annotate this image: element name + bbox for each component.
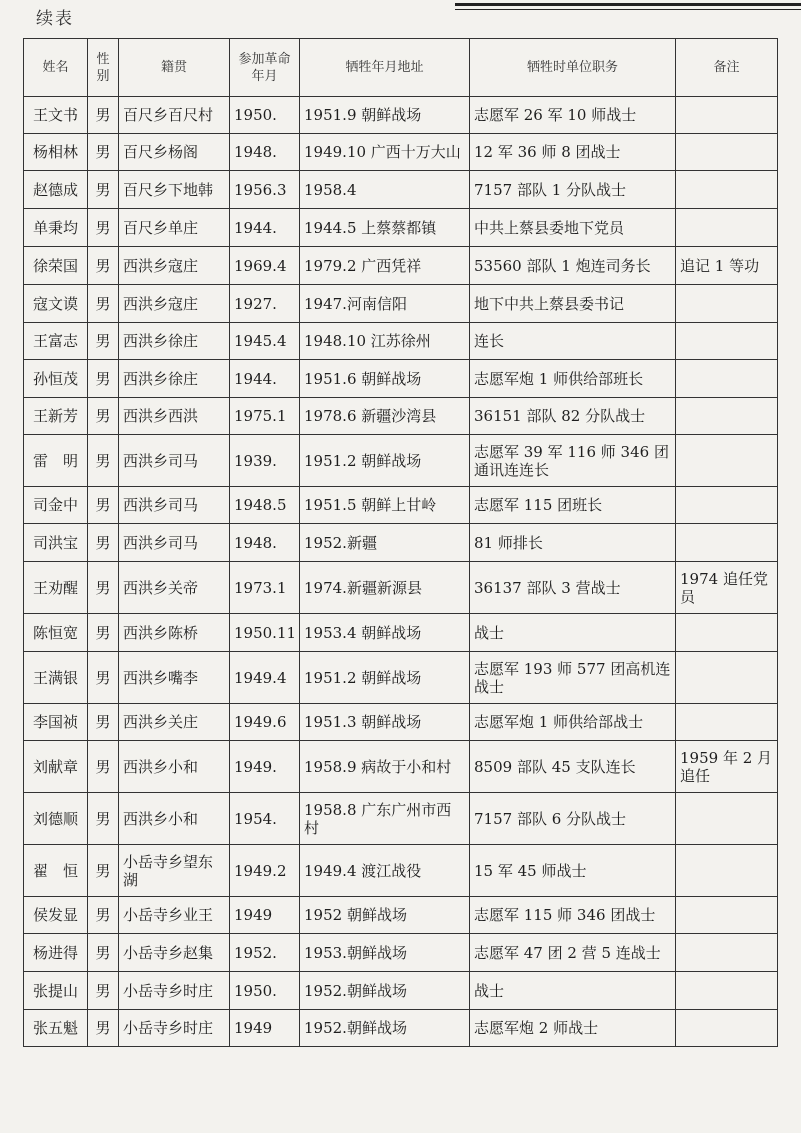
- martyr-roster-table: [23, 38, 778, 1047]
- cell-name: 寇文谟: [24, 285, 88, 323]
- cell-name: 司洪宝: [24, 524, 88, 562]
- cell-sacrifice: 1949.10 广西十万大山: [300, 134, 470, 171]
- cell-joined: 1949.4: [230, 652, 300, 704]
- cell-origin: 小岳寺乡业王: [119, 897, 230, 934]
- cell-gender: 男: [88, 209, 119, 247]
- cell-joined: 1950.: [230, 972, 300, 1010]
- cell-name: 雷 明: [24, 435, 88, 487]
- cell-note: [676, 524, 778, 562]
- cell-origin: 西洪乡嘴李: [119, 652, 230, 704]
- cell-unit: 12 军 36 师 8 团战士: [470, 134, 676, 171]
- cell-origin: 百尺乡百尺村: [119, 97, 230, 134]
- cell-name: 翟 恒: [24, 845, 88, 897]
- header-origin: 籍贯: [119, 39, 230, 97]
- cell-sacrifice: 1978.6 新疆沙湾县: [300, 398, 470, 435]
- cell-origin: 西洪乡关帝: [119, 562, 230, 614]
- table-row: [24, 562, 778, 614]
- cell-sacrifice: 1951.9 朝鲜战场: [300, 97, 470, 134]
- cell-joined: 1948.5: [230, 487, 300, 524]
- cell-gender: 男: [88, 793, 119, 845]
- cell-origin: 百尺乡单庄: [119, 209, 230, 247]
- table-row: [24, 524, 778, 562]
- cell-note: [676, 704, 778, 741]
- cell-unit: 7157 部队 6 分队战士: [470, 793, 676, 845]
- cell-joined: 1944.: [230, 360, 300, 398]
- header-joined: 参加革命年月: [230, 39, 300, 97]
- table-row: [24, 652, 778, 704]
- cell-origin: 西洪乡徐庄: [119, 323, 230, 360]
- table-row: [24, 435, 778, 487]
- cell-note: [676, 793, 778, 845]
- cell-unit: 36137 部队 3 营战士: [470, 562, 676, 614]
- cell-name: 刘德顺: [24, 793, 88, 845]
- cell-name: 侯发显: [24, 897, 88, 934]
- cell-gender: 男: [88, 524, 119, 562]
- cell-sacrifice: 1951.2 朝鲜战场: [300, 435, 470, 487]
- cell-origin: 西洪乡小和: [119, 793, 230, 845]
- cell-origin: 小岳寺乡时庄: [119, 972, 230, 1010]
- table-row: [24, 897, 778, 934]
- cell-unit: 中共上蔡县委地下党员: [470, 209, 676, 247]
- table-row: [24, 285, 778, 323]
- cell-note: [676, 487, 778, 524]
- cell-sacrifice: 1952.朝鲜战场: [300, 972, 470, 1010]
- cell-origin: 百尺乡杨阁: [119, 134, 230, 171]
- cell-sacrifice: 1953.朝鲜战场: [300, 934, 470, 972]
- cell-unit: 战士: [470, 614, 676, 652]
- cell-name: 李国祯: [24, 704, 88, 741]
- header-note: 备注: [676, 39, 778, 97]
- table-row: [24, 614, 778, 652]
- cell-unit: 15 军 45 师战士: [470, 845, 676, 897]
- table-row: [24, 134, 778, 171]
- cell-sacrifice: 1944.5 上蔡蔡都镇: [300, 209, 470, 247]
- cell-origin: 百尺乡下地韩: [119, 171, 230, 209]
- cell-joined: 1952.: [230, 934, 300, 972]
- cell-unit: 志愿军炮 2 师战士: [470, 1010, 676, 1047]
- cell-origin: 西洪乡关庄: [119, 704, 230, 741]
- cell-note: [676, 209, 778, 247]
- cell-unit: 连长: [470, 323, 676, 360]
- cell-note: [676, 285, 778, 323]
- cell-sacrifice: 1951.3 朝鲜战场: [300, 704, 470, 741]
- cell-name: 王劝醒: [24, 562, 88, 614]
- cell-sacrifice: 1974.新疆新源县: [300, 562, 470, 614]
- table-row: [24, 398, 778, 435]
- cell-sacrifice: 1979.2 广西凭祥: [300, 247, 470, 285]
- cell-note: [676, 614, 778, 652]
- cell-sacrifice: 1949.4 渡江战役: [300, 845, 470, 897]
- cell-note: [676, 845, 778, 897]
- table-row: [24, 487, 778, 524]
- table-row: [24, 934, 778, 972]
- cell-name: 王富志: [24, 323, 88, 360]
- cell-name: 杨相林: [24, 134, 88, 171]
- cell-joined: 1975.1: [230, 398, 300, 435]
- cell-sacrifice: 1951.2 朝鲜战场: [300, 652, 470, 704]
- table-row: [24, 741, 778, 793]
- cell-gender: 男: [88, 897, 119, 934]
- cell-name: 陈恒宽: [24, 614, 88, 652]
- cell-joined: 1950.11: [230, 614, 300, 652]
- cell-sacrifice: 1958.9 病故于小和村: [300, 741, 470, 793]
- cell-unit: 志愿军 193 师 577 团高机连战士: [470, 652, 676, 704]
- cell-gender: 男: [88, 134, 119, 171]
- cell-unit: 36151 部队 82 分队战士: [470, 398, 676, 435]
- cell-origin: 西洪乡徐庄: [119, 360, 230, 398]
- cell-origin: 西洪乡司马: [119, 524, 230, 562]
- cell-gender: 男: [88, 97, 119, 134]
- table-row: [24, 793, 778, 845]
- cell-sacrifice: 1952 朝鲜战场: [300, 897, 470, 934]
- cell-note: [676, 897, 778, 934]
- cell-gender: 男: [88, 741, 119, 793]
- cell-note: 1959 年 2 月追任: [676, 741, 778, 793]
- cell-joined: 1969.4: [230, 247, 300, 285]
- table-row: [24, 323, 778, 360]
- cell-unit: 地下中共上蔡县委书记: [470, 285, 676, 323]
- cell-gender: 男: [88, 285, 119, 323]
- cell-gender: 男: [88, 487, 119, 524]
- cell-sacrifice: 1948.10 江苏徐州: [300, 323, 470, 360]
- header-name: 姓名: [24, 39, 88, 97]
- cell-unit: 志愿军 39 军 116 师 346 团通讯连连长: [470, 435, 676, 487]
- cell-gender: 男: [88, 614, 119, 652]
- cell-gender: 男: [88, 398, 119, 435]
- cell-name: 刘献章: [24, 741, 88, 793]
- cell-note: [676, 398, 778, 435]
- cell-sacrifice: 1958.8 广东广州市西村: [300, 793, 470, 845]
- cell-unit: 志愿军 47 团 2 营 5 连战士: [470, 934, 676, 972]
- cell-gender: 男: [88, 652, 119, 704]
- cell-unit: 7157 部队 1 分队战士: [470, 171, 676, 209]
- header-sacrifice: 牺牲年月地址: [300, 39, 470, 97]
- cell-gender: 男: [88, 247, 119, 285]
- cell-note: [676, 652, 778, 704]
- table-row: [24, 209, 778, 247]
- header-row: [24, 39, 778, 97]
- cell-gender: 男: [88, 435, 119, 487]
- cell-joined: 1956.3: [230, 171, 300, 209]
- cell-joined: 1949: [230, 1010, 300, 1047]
- cell-name: 赵德成: [24, 171, 88, 209]
- table-row: [24, 1010, 778, 1047]
- cell-joined: 1948.: [230, 524, 300, 562]
- cell-name: 孙恒茂: [24, 360, 88, 398]
- cell-joined: 1944.: [230, 209, 300, 247]
- cell-joined: 1973.1: [230, 562, 300, 614]
- cell-joined: 1954.: [230, 793, 300, 845]
- cell-sacrifice: 1951.5 朝鲜上甘岭: [300, 487, 470, 524]
- table-row: [24, 704, 778, 741]
- cell-note: 1974 追任党员: [676, 562, 778, 614]
- cell-joined: 1949.2: [230, 845, 300, 897]
- cell-name: 单秉均: [24, 209, 88, 247]
- cell-name: 张五魁: [24, 1010, 88, 1047]
- cell-name: 杨进得: [24, 934, 88, 972]
- cell-origin: 小岳寺乡望东湖: [119, 845, 230, 897]
- cell-name: 司金中: [24, 487, 88, 524]
- cell-unit: 志愿军炮 1 师供给部班长: [470, 360, 676, 398]
- cell-joined: 1949: [230, 897, 300, 934]
- cell-sacrifice: 1947.河南信阳: [300, 285, 470, 323]
- cell-gender: 男: [88, 360, 119, 398]
- cell-sacrifice: 1952.朝鲜战场: [300, 1010, 470, 1047]
- header-gender: 性别: [88, 39, 119, 97]
- cell-origin: 西洪乡寇庄: [119, 247, 230, 285]
- table-row: [24, 97, 778, 134]
- cell-note: [676, 97, 778, 134]
- cell-name: 张提山: [24, 972, 88, 1010]
- cell-gender: 男: [88, 562, 119, 614]
- cell-origin: 西洪乡司马: [119, 435, 230, 487]
- cell-unit: 8509 部队 45 支队连长: [470, 741, 676, 793]
- cell-origin: 西洪乡司马: [119, 487, 230, 524]
- cell-origin: 小岳寺乡时庄: [119, 1010, 230, 1047]
- cell-gender: 男: [88, 845, 119, 897]
- header-rule: [455, 3, 801, 10]
- cell-gender: 男: [88, 171, 119, 209]
- cell-gender: 男: [88, 323, 119, 360]
- cell-joined: 1945.4: [230, 323, 300, 360]
- cell-sacrifice: 1951.6 朝鲜战场: [300, 360, 470, 398]
- table-row: [24, 972, 778, 1010]
- table-row: [24, 845, 778, 897]
- cell-joined: 1948.: [230, 134, 300, 171]
- cell-name: 王文书: [24, 97, 88, 134]
- cell-sacrifice: 1952.新疆: [300, 524, 470, 562]
- cell-sacrifice: 1958.4: [300, 171, 470, 209]
- table-row: [24, 247, 778, 285]
- cell-joined: 1949.6: [230, 704, 300, 741]
- header-unit: 牺牲时单位职务: [470, 39, 676, 97]
- cell-joined: 1949.: [230, 741, 300, 793]
- cell-note: [676, 435, 778, 487]
- cell-note: [676, 360, 778, 398]
- cell-origin: 西洪乡西洪: [119, 398, 230, 435]
- cell-note: [676, 934, 778, 972]
- table-row: [24, 360, 778, 398]
- roster-body: [24, 97, 778, 1047]
- cell-unit: 志愿军炮 1 师供给部战士: [470, 704, 676, 741]
- cell-gender: 男: [88, 972, 119, 1010]
- cell-joined: 1950.: [230, 97, 300, 134]
- cell-sacrifice: 1953.4 朝鲜战场: [300, 614, 470, 652]
- cell-unit: 志愿军 115 团班长: [470, 487, 676, 524]
- cell-note: [676, 134, 778, 171]
- cell-gender: 男: [88, 704, 119, 741]
- cell-unit: 81 师排长: [470, 524, 676, 562]
- cell-note: [676, 323, 778, 360]
- cell-unit: 志愿军 115 师 346 团战士: [470, 897, 676, 934]
- cell-name: 王满银: [24, 652, 88, 704]
- cell-note: [676, 1010, 778, 1047]
- cell-gender: 男: [88, 934, 119, 972]
- table-row: [24, 171, 778, 209]
- cell-gender: 男: [88, 1010, 119, 1047]
- cell-note: [676, 972, 778, 1010]
- cell-unit: 战士: [470, 972, 676, 1010]
- cell-joined: 1927.: [230, 285, 300, 323]
- cell-unit: 53560 部队 1 炮连司务长: [470, 247, 676, 285]
- cell-note: [676, 171, 778, 209]
- cell-joined: 1939.: [230, 435, 300, 487]
- cell-name: 徐荣国: [24, 247, 88, 285]
- cell-origin: 西洪乡陈桥: [119, 614, 230, 652]
- cell-name: 王新芳: [24, 398, 88, 435]
- continuation-label: 续表: [36, 9, 74, 29]
- cell-origin: 西洪乡小和: [119, 741, 230, 793]
- cell-origin: 西洪乡寇庄: [119, 285, 230, 323]
- cell-origin: 小岳寺乡赵集: [119, 934, 230, 972]
- cell-note: 追记 1 等功: [676, 247, 778, 285]
- cell-unit: 志愿军 26 军 10 师战士: [470, 97, 676, 134]
